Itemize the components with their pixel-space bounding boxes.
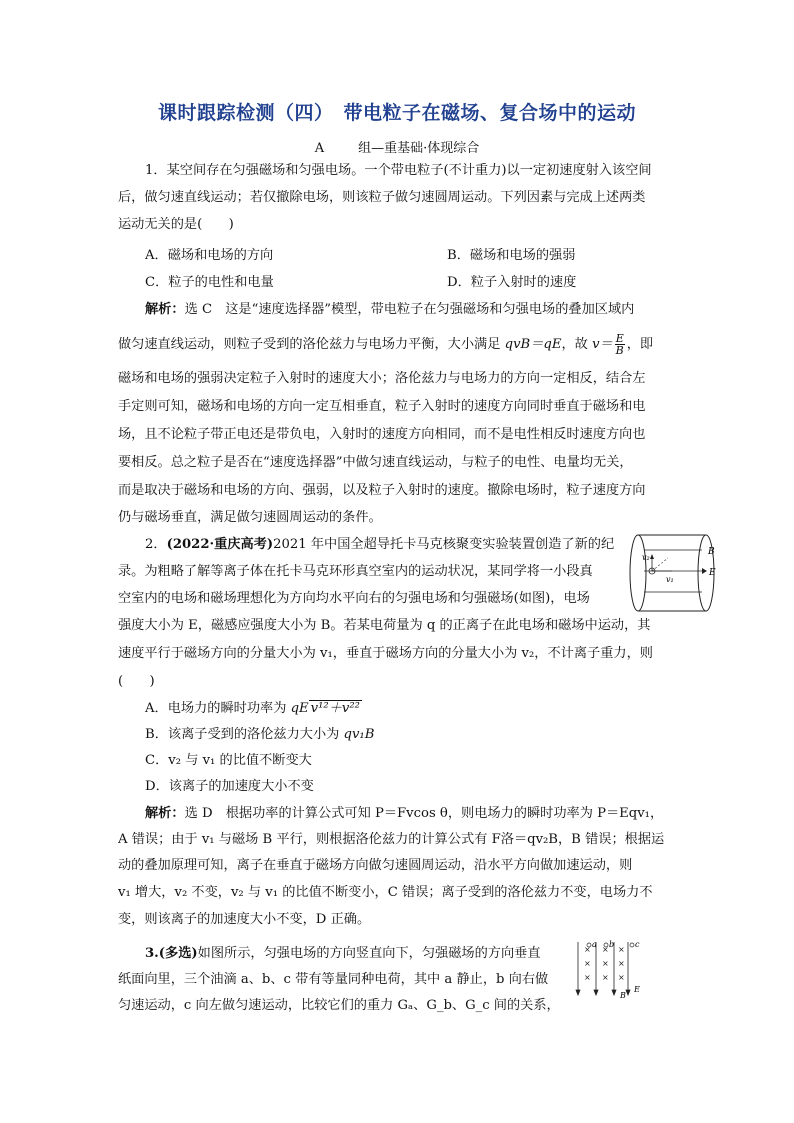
- q2-line-6: ( ): [118, 674, 155, 689]
- q1-analysis-line-7: 而是取决于磁场和电场的方向、强弱，以及粒子入射时的速度。撤除电场时，粒子速度方向: [118, 483, 646, 498]
- q1-analysis-line-6: 要相反。总之粒子是否在“速度选择器”中做匀速直线运动，与粒子的电性、电量均无关，: [118, 455, 633, 470]
- drop-c-icon: [630, 943, 634, 947]
- svg-text:×: ×: [618, 959, 625, 968]
- q2-option-c: C．v₂ 与 v₁ 的比值不断变大: [145, 753, 312, 768]
- q1-line-3: 运动无关的是( ): [118, 217, 234, 232]
- analysis-label: 解析：: [145, 302, 185, 317]
- v2-arrow-icon: [650, 554, 654, 559]
- q2-analysis-line-3: 动的叠加原理可知，离子在垂直于磁场方向做匀速圆周运动，沿水平方向做加速运动，则: [118, 858, 633, 873]
- q3-multi-select-tag: (多选): [158, 946, 198, 961]
- q2-figure: [628, 530, 720, 616]
- q2-line-3: 空室内的电场和磁场理想化为方向均水平向右的匀强电场和匀强磁场(如图)，电场: [118, 591, 590, 606]
- page-title: 课时跟踪检测（四） 带电粒子在磁场、复合场中的运动: [157, 102, 636, 124]
- q1-line-2: 后，做匀速直线运动；若仅撤除电场，则该粒子做匀速圆周运动。下列因素与完成上述两类: [118, 190, 646, 205]
- svg-text:×: ×: [584, 945, 591, 954]
- label-b: B: [708, 547, 715, 557]
- svg-text:×: ×: [618, 945, 625, 954]
- section-subtitle: 组—重基础·体现综合: [358, 141, 480, 156]
- field-arrow-icon: [702, 568, 707, 574]
- label-c: c: [635, 940, 640, 949]
- q1-option-d: D．粒子入射时的速度: [447, 275, 577, 290]
- q1-option-a: A．磁场和电场的方向: [145, 248, 274, 263]
- q3-line-2: 纸面向里，三个油滴 a、b、c 带有等量同种电荷，其中 a 静止，b 向右做: [118, 972, 549, 987]
- toroid-left-rim: [630, 535, 646, 611]
- q3-line-1: 3.(多选)如图所示，匀强电场的方向竖直向下，匀强磁场的方向垂直: [145, 946, 541, 961]
- q2-option-b: B．该离子受到的洛伦兹力大小为 qv₁B: [145, 727, 375, 742]
- q2-line-2: 录。为粗略了解等离子体在托卡马克环形真空室内的运动状况，某同学将一小段真: [118, 564, 593, 579]
- q2-source: (2022·重庆高考): [166, 537, 274, 552]
- label-e: E: [709, 568, 716, 578]
- q1-analysis-line-4: 手定则可知，磁场和电场的方向一定互相垂直，粒子入射时的速度方向同时垂直于磁场和电: [118, 399, 646, 414]
- q1-analysis-line-5: 场，且不论粒子带正电还是带负电，入射时的速度方向相同，而不是电性相反时速度方向也: [118, 427, 646, 442]
- q2-analysis-line-1: 解析：选 D 根据功率的计算公式可知 P＝Fvcos θ，则电场力的瞬时功率为 P＝Eqv₁，: [145, 806, 664, 821]
- label-b: b: [609, 940, 615, 949]
- label-e-field: E: [634, 985, 640, 994]
- q1-line-1: 1．某空间存在匀强磁场和匀强电场。一个带电粒子(不计重力)以一定初速度射入该空间: [145, 163, 652, 178]
- q1-option-b: B．磁场和电场的强弱: [447, 248, 576, 263]
- analysis-label: 解析：: [145, 806, 185, 821]
- svg-text:×: ×: [584, 959, 591, 968]
- q2-line-4: 强度大小为 E，磁感应强度大小为 B。若某电荷量为 q 的正离子在此电场和磁场中运动，其: [118, 618, 651, 633]
- section-letter: A: [314, 141, 325, 156]
- q1-analysis-line-1: 解析：选 C 这是“速度选择器”模型，带电粒子在匀强磁场和匀强电场的叠加区域内: [145, 302, 635, 317]
- label-b-field: B: [620, 991, 626, 1000]
- label-v1: v₁: [666, 575, 674, 584]
- section-heading: [0, 137, 794, 156]
- svg-text:×: ×: [618, 973, 625, 982]
- q2-analysis-line-5: 变，则该离子的加速度大小不变，D 正确。: [118, 912, 371, 927]
- q2-line-1: 2．(2022·重庆高考)2021 年中国全超导托卡马克核聚变实验装置创造了新的纪: [145, 537, 615, 552]
- q2-option-a: A．电场力的瞬时功率为 qE v¹²＋v²²: [145, 701, 360, 716]
- label-a: a: [592, 940, 597, 949]
- q1-analysis-line-2: 做匀速直线运动，则粒子受到的洛伦兹力与电场力平衡，大小满足 qvB＝qE，故 v＝ $\frac{E}{B}$ ，即: [118, 332, 654, 357]
- q2-analysis-line-4: v₁ 增大，v₂ 不变，v₂ 与 v₁ 的比值不断变小，C 错误；离子受到的洛伦兹力不变，电场力不: [118, 885, 653, 900]
- sqrt-expression: v¹²＋v²²: [310, 701, 360, 716]
- svg-text:×: ×: [602, 945, 609, 954]
- svg-text:×: ×: [602, 959, 609, 968]
- fraction-e-over-b: $\frac{E}{B}$: [615, 332, 624, 357]
- q1-analysis-line-8: 仍与磁场垂直，满足做匀速圆周运动的条件。: [118, 510, 382, 525]
- q1-option-c: C．粒子的电性和电量: [145, 275, 274, 290]
- q3-figure: [570, 938, 650, 1000]
- q2-analysis-line-2: A 错误；由于 v₁ 与磁场 B 平行，则根据洛伦兹力的计算公式有 F洛＝qv₂B，B 错误；根据运: [118, 832, 665, 847]
- q3-line-3: 匀速运动，c 向左做匀速运动，比较它们的重力 Gₐ、G_b、G_c 间的关系，: [118, 998, 560, 1013]
- svg-text:×: ×: [602, 973, 609, 982]
- q2-line-5: 速度平行于磁场方向的分量大小为 v₁，垂直于磁场方向的分量大小为 v₂，不计离子重力，则: [118, 646, 653, 661]
- q1-analysis-line-3: 磁场和电场的强弱决定粒子入射时的速度大小；洛伦兹力与电场力的方向一定相反，结合左: [118, 371, 646, 386]
- svg-text:×: ×: [584, 973, 591, 982]
- q2-option-d: D．该离子的加速度大小不变: [145, 779, 314, 794]
- label-v2: v₂: [642, 553, 650, 562]
